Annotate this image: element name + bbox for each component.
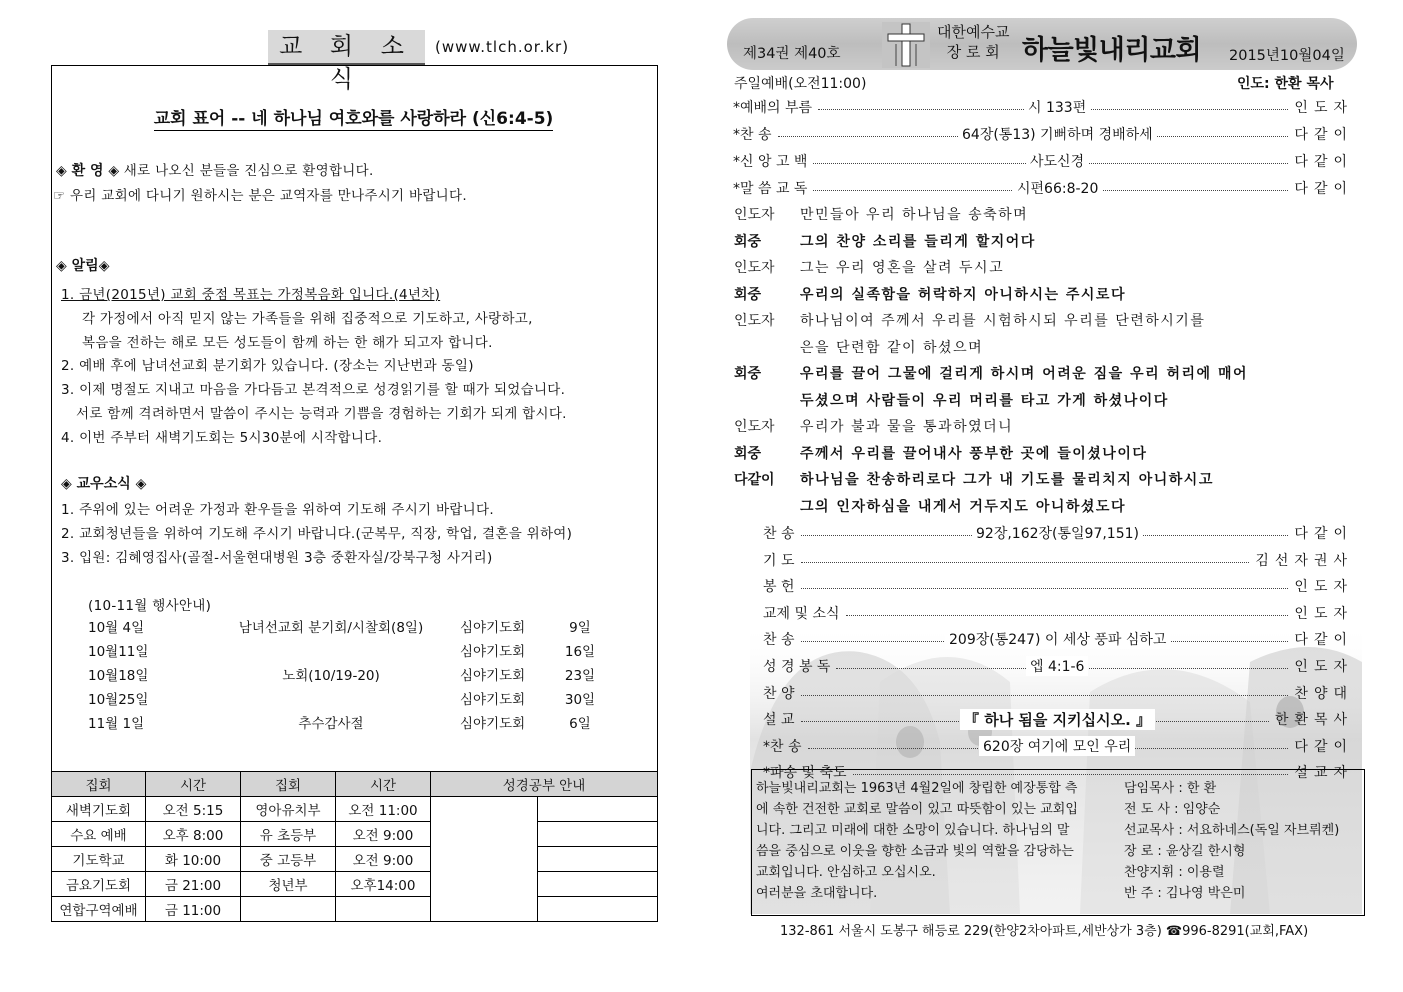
worship-item-leader: 인도자 [1294, 100, 1353, 116]
worship-item-label: *찬 송 [763, 738, 802, 755]
reading-text: 만민들아 우리 하나님을 송축하며 [800, 207, 1029, 223]
column-header: 집회 [52, 772, 146, 797]
event-day: 9일 [569, 620, 591, 636]
worship-item [733, 151, 1353, 175]
worship-item [733, 124, 1353, 148]
bulletin-date: 2015년10월04일 [1229, 48, 1345, 64]
reading-role: 다같이 [734, 472, 775, 488]
staff-line: 전 도 사 : 임양순 [1124, 802, 1221, 817]
worship-item [733, 736, 1353, 760]
table-row [52, 797, 658, 822]
table-row [52, 822, 658, 847]
worship-item-content: 92장,162장(통일97,151) [972, 523, 1143, 543]
reading-role: 회중 [734, 286, 762, 303]
affairs-line: 1. 주위에 있는 어려운 가정과 환우들을 위하여 기도해 주시기 바랍니다. [61, 502, 494, 518]
worship-item-content: 사도신경 [1026, 151, 1088, 171]
website-url[interactable]: (www.tlch.or.kr) [435, 38, 570, 56]
church-intro [756, 778, 1078, 904]
table-row [52, 847, 658, 872]
bible-study-cell [538, 897, 658, 922]
event-date: 10월 4일 [88, 620, 145, 636]
worship-item-label: 찬 양 [763, 685, 795, 702]
reading-role: 인도자 [734, 207, 775, 223]
reading-text: 우리를 끌어 그물에 걸리게 하시며 어려운 짐을 우리 허리에 매어 [800, 366, 1248, 382]
worship-item [733, 709, 1353, 733]
worship-item-leader: 한환목사 [1274, 712, 1353, 729]
worship-item-label: 교제 및 소식 [763, 605, 840, 622]
worship-item-label: *찬 송 [733, 127, 772, 143]
event-prayer: 심야기도회 [460, 668, 526, 684]
notice-line: 4. 이번 주부터 새벽기도회는 5시30분에 시작합니다. [61, 430, 383, 446]
event-prayer: 심야기도회 [460, 716, 526, 732]
table-cell [241, 897, 336, 922]
worship-item-label: 성 경 봉 독 [763, 659, 831, 675]
dotted-leader [801, 562, 1249, 563]
worship-item-content: 64장(통13) 기뻐하며 경배하세 [958, 124, 1157, 144]
dotted-leader [801, 588, 1288, 589]
event-name [202, 686, 460, 710]
worship-item-content: 620장 여기에 모인 우리 [979, 736, 1135, 756]
event-row [88, 662, 610, 686]
worship-item [733, 683, 1353, 707]
event-prayer: 심야기도회 [460, 692, 526, 708]
bible-study-cell [538, 872, 658, 897]
volume-number: 제34권 제40호 [743, 46, 841, 62]
bible-study-cell [431, 797, 538, 922]
reading-text: 주께서 우리를 끌어내사 풍부한 곳에 들이셨나이다 [800, 445, 1148, 462]
reading-text: 하나님이여 주께서 우리를 시험하시되 우리를 단련하시기를 [800, 313, 1206, 329]
dotted-leader [801, 695, 1288, 696]
church-name: 하늘빛내리교회 [1022, 35, 1202, 66]
table-row [52, 897, 658, 922]
event-row [88, 710, 610, 734]
church-address: 132-861 서울시 도봉구 해등로 229(한양2차아파트,세반상가 3층) ☎996-8291(교회,FAX) [780, 924, 1309, 939]
reading-role: 인도자 [734, 313, 775, 329]
notice-line: 각 가정에서 아직 믿지 않는 가족들을 위해 집중적으로 기도하고, 사랑하고, [82, 311, 533, 327]
dotted-leader [846, 615, 1288, 616]
table-cell: 오전 11:00 [336, 797, 431, 822]
worship-item-leader: 다같이 [1294, 154, 1353, 170]
worship-item [733, 97, 1353, 121]
table-cell: 수요 예배 [52, 822, 146, 847]
event-row [88, 638, 610, 662]
worship-item-label: *말 씀 교 독 [733, 181, 808, 197]
denomination-line: 장 로 회 [946, 43, 1000, 61]
table-cell: 오전 9:00 [336, 847, 431, 872]
table-cell: 연합구역예배 [52, 897, 146, 922]
worship-item [733, 178, 1353, 202]
event-prayer: 심야기도회 [460, 644, 526, 660]
table-header-row [52, 772, 658, 797]
intro-line: 에 속한 건전한 교회로 말씀이 있고 따뜻함이 있는 교회입 [756, 802, 1078, 817]
worship-item-leader: 인도자 [1294, 605, 1353, 622]
church-motto: 교회 표어 -- 네 하나님 여호와를 사랑하라 (신6:4-5) [153, 109, 554, 129]
table-cell: 중 고등부 [241, 847, 336, 872]
affairs-line: 2. 교회청년들을 위하여 기도해 주시기 바랍니다.(군복무, 직장, 학업, 결혼을 위하여) [61, 526, 573, 542]
news-title: 교 회 소 식 [268, 30, 425, 65]
event-day: 16일 [564, 644, 596, 660]
worship-item-label: 봉 헌 [763, 579, 795, 596]
event-name: 노회(10/19-20) [282, 668, 380, 684]
table-cell: 금 21:00 [146, 872, 241, 897]
table-cell: 오후 8:00 [146, 822, 241, 847]
table-cell: 기도학교 [52, 847, 146, 872]
denomination-line: 대한예수교 [937, 23, 1010, 41]
worship-item-label: *파송 및 축도 [763, 765, 847, 782]
worship-item [733, 576, 1353, 600]
reading-text: 하나님을 찬송하리로다 그가 내 기도를 물리치지 아니하시고 [800, 472, 1214, 488]
event-day: 30일 [564, 692, 596, 708]
table-cell: 영아유치부 [241, 797, 336, 822]
welcome-heading: ◈ 환 영 ◈ [56, 163, 120, 179]
table-cell: 오전 5:15 [146, 797, 241, 822]
welcome-section [56, 159, 374, 180]
column-header: 집회 [241, 772, 336, 797]
column-header: 시간 [146, 772, 241, 797]
worship-item-label: *예배의 부름 [733, 100, 813, 116]
reading-text: 그의 인자하심을 내게서 거두지도 아니하셨도다 [800, 498, 1126, 515]
service-leader: 인도: 한환 목사 [1237, 76, 1334, 92]
reading-role: 인도자 [734, 419, 775, 435]
denomination [937, 22, 1009, 62]
worship-item [733, 603, 1353, 627]
worship-item [733, 656, 1353, 680]
worship-item-content: 시편66:8-20 [1013, 178, 1102, 198]
notice-line: 2. 예배 후에 남녀선교회 분기회가 있습니다. (장소는 지난번과 동일) [61, 358, 474, 374]
worship-item-leader: 다같이 [1294, 181, 1353, 197]
notice-heading: ◈ 알림◈ [56, 258, 110, 274]
cross-logo-icon [882, 22, 930, 68]
worship-item-content: 『 하나 됨을 지키십시오. 』 [960, 709, 1155, 730]
worship-item-label: 찬 송 [763, 526, 795, 542]
reading-text: 두셨으며 사람들이 우리 머리를 타고 가게 하셨나이다 [800, 392, 1169, 409]
intro-line: 하늘빛내리교회는 1963년 4월2일에 창립한 예장통합 측 [756, 781, 1078, 796]
table-cell: 새벽기도회 [52, 797, 146, 822]
reading-text: 그의 찬양 소리를 들리게 할지어다 [800, 233, 1036, 250]
reading-role: 인도자 [734, 260, 775, 276]
table-cell [336, 897, 431, 922]
staff-line: 반 주 : 김나영 박은미 [1124, 886, 1246, 901]
notice-line: 복음을 전하는 해로 모든 성도들이 함께 하는 한 해가 되고자 합니다. [82, 335, 493, 351]
worship-item-label: 설 교 [763, 712, 795, 729]
bible-study-cell [538, 847, 658, 872]
intro-line: 여러분을 초대합니다. [756, 886, 878, 901]
column-header: 시간 [336, 772, 431, 797]
reading-text: 우리가 불과 물을 통과하였더니 [800, 419, 1014, 435]
event-row [88, 686, 610, 710]
event-row [88, 614, 610, 638]
reading-role: 회중 [734, 366, 762, 382]
event-day: 23일 [564, 668, 596, 684]
worship-item-leader: 설교자 [1294, 765, 1353, 782]
intro-line: 니다. 그리고 미래에 대한 소망이 있습니다. 하나님의 말 [756, 823, 1070, 838]
table-cell: 유 초등부 [241, 822, 336, 847]
reading-role: 회중 [734, 445, 762, 462]
worship-item-leader: 인도자 [1294, 659, 1353, 675]
event-date: 11월 1일 [88, 716, 145, 732]
worship-item [733, 629, 1353, 653]
table-cell: 화 10:00 [146, 847, 241, 872]
worship-item-label: 기 도 [763, 552, 795, 569]
worship-item-leader: 김선자권사 [1255, 552, 1353, 569]
affairs-line: 3. 입원: 김혜영집사(골절-서울현대병원 3층 중환자실/강북구청 사거리) [61, 550, 493, 566]
table-cell: 오후14:00 [336, 872, 431, 897]
events-schedule [88, 614, 610, 734]
welcome-text: 새로 나오신 분들을 진심으로 환영합니다. [119, 163, 374, 179]
event-date: 10월11일 [88, 644, 149, 660]
bible-study-cell [538, 797, 658, 822]
table-cell: 청년부 [241, 872, 336, 897]
staff-line: 장 로 : 윤상길 한시형 [1124, 844, 1246, 859]
intro-line: 씀을 중심으로 이웃을 향한 소금과 빛의 역할을 감당하는 [756, 844, 1074, 859]
table-cell: 금 11:00 [146, 897, 241, 922]
worship-item-label: *신 앙 고 백 [733, 154, 808, 170]
notice-line: 서로 함께 격려하면서 말씀이 주시는 능력과 기쁨을 경험하는 기회가 되게 합시다. [76, 406, 567, 422]
worship-item-label: 찬 송 [763, 632, 795, 649]
table-row [52, 872, 658, 897]
event-date: 10월25일 [88, 692, 149, 708]
worship-item-leader: 인도자 [1294, 579, 1353, 596]
notice-line: 3. 이제 명절도 지내고 마음을 가다듬고 본격적으로 성경읽기를 할 때가 되었습니다. [61, 382, 566, 398]
staff-line: 찬양지휘 : 이용렬 [1124, 865, 1225, 880]
reading-text: 우리의 실족함을 허락하지 아니하시는 주시로다 [800, 286, 1126, 303]
worship-item [733, 550, 1353, 574]
event-prayer: 심야기도회 [460, 620, 526, 636]
worship-item-leader: 다같이 [1294, 127, 1353, 143]
event-day: 6일 [569, 716, 591, 732]
event-date: 10월18일 [88, 668, 149, 684]
table-cell: 금요기도회 [52, 872, 146, 897]
worship-item-content: 시 133편 [1024, 97, 1090, 117]
service-title: 주일예배(오전11:00) [734, 76, 867, 92]
worship-item [733, 523, 1353, 547]
staff-line: 담임목사 : 한 환 [1124, 781, 1217, 796]
meeting-times-table [51, 771, 658, 922]
intro-line: 교회입니다. 안심하고 오십시오. [756, 865, 936, 880]
worship-item-content: 엡 4:1-6 [1026, 656, 1088, 676]
affairs-heading: ◈ 교우소식 ◈ [61, 476, 147, 492]
reading-text: 은을 단련함 같이 하셨으며 [800, 339, 984, 356]
staff-line: 선교목사 : 서요하네스(독일 자브뤼켄) [1124, 823, 1340, 838]
column-header: 성경공부 안내 [431, 772, 658, 797]
events-heading: (10-11월 행사안내) [88, 598, 212, 614]
worship-item-leader: 찬양대 [1294, 685, 1353, 702]
church-staff [1124, 778, 1339, 904]
event-name: 남녀선교회 분기회/시찰회(8일) [238, 620, 424, 636]
worship-item-leader: 다같이 [1294, 738, 1353, 755]
bible-study-cell [538, 822, 658, 847]
worship-item-leader: 다같이 [1294, 632, 1353, 649]
table-cell: 오전 9:00 [336, 822, 431, 847]
welcome-note: ☞ 우리 교회에 다니기 원하시는 분은 교역자를 만나주시기 바랍니다. [53, 188, 467, 204]
event-name: 추수감사절 [298, 716, 364, 732]
event-name [202, 638, 460, 662]
worship-item-leader: 다같이 [1294, 526, 1353, 542]
reading-role: 회중 [734, 233, 762, 250]
notice-line: 1. 금년(2015년) 교회 중점 목표는 가정복음화 입니다.(4년차) [61, 287, 441, 303]
reading-text: 그는 우리 영혼을 살려 두시고 [800, 260, 1005, 276]
worship-item-content: 209장(통247) 이 세상 풍파 심하고 [945, 629, 1170, 649]
